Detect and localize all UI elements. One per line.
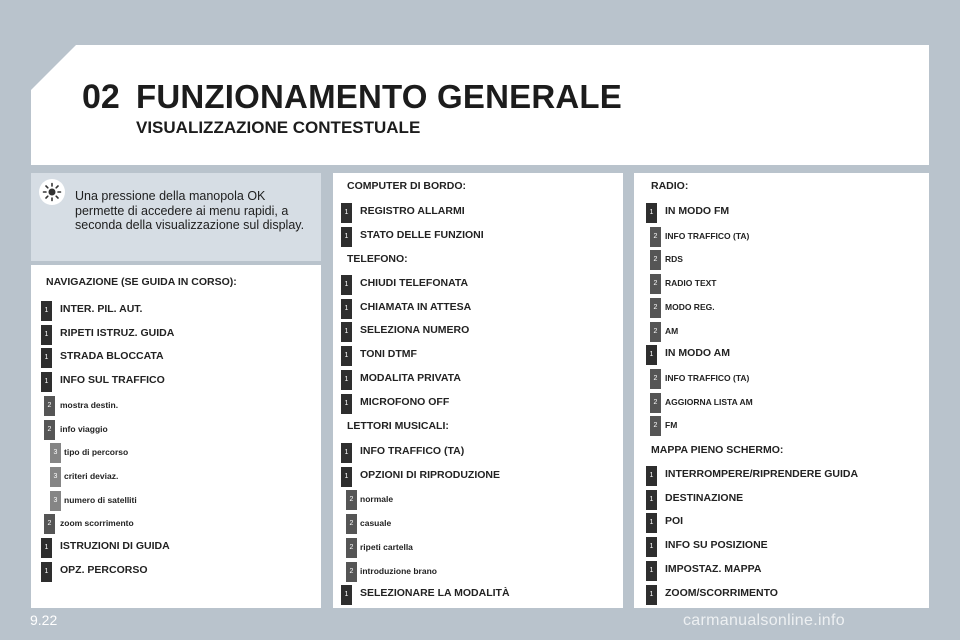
tip-text: Una pressione della manopola OK permette di accedere ai menu rapidi, a seconda della visualizzazione sul display. [75,189,305,232]
menu-item-navigazione: STRADA BLOCCATA [60,350,164,363]
menu-item-telefono: MICROFONO OFF [360,395,450,408]
menu-item-lettori: normale [360,494,394,505]
level-badge: 2 [650,227,661,247]
level-badge: 1 [646,561,657,581]
menu-item-lettori: OPZIONI DI RIPRODUZIONE [360,468,501,481]
section-title-lettori: LETTORI MUSICALI: [347,420,449,432]
chapter-number: 02 [82,78,120,116]
section-title-telefono: TELEFONO: [347,253,408,265]
menu-item-navigazione: ISTRUZIONI DI GUIDA [60,540,170,552]
level-badge: 1 [41,538,52,558]
menu-item-navigazione: INTER. PIL. AUT. [60,303,143,315]
menu-item-radio: IN MODO AM [665,347,730,360]
level-badge: 2 [650,393,661,413]
section-title-computer: COMPUTER DI BORDO: [347,180,466,192]
level-badge: 2 [44,396,55,416]
level-badge: 3 [50,467,61,487]
level-badge: 1 [341,370,352,390]
level-badge: 1 [646,513,657,533]
level-badge: 1 [646,466,657,486]
menu-item-lettori: SELEZIONARE LA MODALITÀ [360,587,510,600]
menu-item-radio: RADIO TEXT [665,278,717,289]
level-badge: 2 [346,562,357,582]
menu-item-navigazione: RIPETI ISTRUZ. GUIDA [60,326,175,339]
menu-item-navigazione: zoom scorrimento [60,518,134,529]
level-badge: 1 [41,372,52,392]
level-badge: 1 [341,299,352,319]
level-badge: 2 [346,490,357,510]
level-badge: 1 [41,348,52,368]
menu-item-navigazione: mostra destin. [60,399,119,410]
level-badge: 1 [341,467,352,487]
level-badge: 1 [341,443,352,463]
menu-item-radio: IN MODO FM [665,205,730,217]
menu-item-computer: REGISTRO ALLARMI [360,205,465,217]
menu-item-mappa: DESTINAZIONE [665,491,744,504]
page-title: FUNZIONAMENTO GENERALE [136,78,622,115]
watermark: carmanualsonline.info [683,612,845,629]
menu-item-computer: STATO DELLE FUNZIONI [360,228,484,241]
level-badge: 1 [341,203,352,223]
level-badge: 2 [650,274,661,294]
level-badge: 2 [650,416,661,436]
level-badge: 2 [650,250,661,270]
menu-item-navigazione: criteri deviaz. [64,470,119,481]
level-badge: 1 [646,203,657,223]
level-badge: 1 [341,394,352,414]
level-badge: 2 [44,514,55,534]
level-badge: 2 [650,369,661,389]
level-badge: 1 [646,585,657,605]
menu-item-navigazione: tipo di percorso [64,447,129,458]
menu-item-lettori: introduzione brano [360,565,437,576]
menu-item-navigazione: INFO SUL TRAFFICO [60,374,165,387]
level-badge: 3 [50,443,61,463]
level-badge: 3 [50,491,61,511]
navigation-panel [31,265,321,608]
menu-item-telefono: CHIAMATA IN ATTESA [360,300,472,313]
menu-item-lettori: casuale [360,518,392,529]
menu-item-telefono: SELEZIONA NUMERO [360,324,470,337]
level-badge: 2 [650,298,661,318]
menu-item-telefono: MODALITA PRIVATA [360,371,461,384]
menu-item-radio: INFO TRAFFICO (TA) [665,372,750,383]
level-badge: 1 [41,301,52,321]
level-badge: 1 [41,325,52,345]
section-title-radio: RADIO: [651,180,689,192]
level-badge: 1 [341,585,352,605]
level-badge: 2 [650,322,661,342]
menu-item-lettori: INFO TRAFFICO (TA) [360,445,465,457]
menu-item-radio: FM [665,420,678,431]
menu-item-radio: MODO REG. [665,301,715,312]
page-number: 9.22 [30,612,58,628]
level-badge: 1 [341,275,352,295]
sun-icon [39,179,65,205]
menu-item-radio: RDS [665,254,683,265]
menu-item-mappa: IMPOSTAZ. MAPPA [665,562,762,575]
menu-item-navigazione: info viaggio [60,423,108,434]
page-subtitle: VISUALIZZAZIONE CONTESTUALE [136,118,421,137]
menu-item-mappa: POI [665,515,684,528]
level-badge: 1 [341,346,352,366]
menu-item-navigazione: numero di satelliti [64,494,137,505]
level-badge: 2 [346,538,357,558]
menu-item-telefono: TONI DTMF [360,348,417,361]
menu-item-radio: AGGIORNA LISTA AM [665,396,753,407]
menu-item-lettori: ripeti cartella [360,541,413,552]
level-badge: 1 [646,537,657,557]
menu-item-mappa: INFO SU POSIZIONE [665,539,768,552]
menu-item-radio: AM [665,325,679,336]
section-title-mappa: MAPPA PIENO SCHERMO: [651,444,784,456]
menu-item-mappa: INTERROMPERE/RIPRENDERE GUIDA [665,468,859,480]
level-badge: 2 [346,514,357,534]
section-title-navigazione: NAVIGAZIONE (SE GUIDA IN CORSO): [46,276,237,288]
level-badge: 1 [41,562,52,582]
level-badge: 1 [341,322,352,342]
menu-item-mappa: ZOOM/SCORRIMENTO [665,586,778,599]
level-badge: 1 [646,490,657,510]
menu-item-radio: INFO TRAFFICO (TA) [665,230,750,241]
menu-item-telefono: CHIUDI TELEFONATA [360,277,469,289]
menu-item-navigazione: OPZ. PERCORSO [60,563,148,576]
level-badge: 2 [44,420,55,440]
level-badge: 1 [341,227,352,247]
level-badge: 1 [646,345,657,365]
